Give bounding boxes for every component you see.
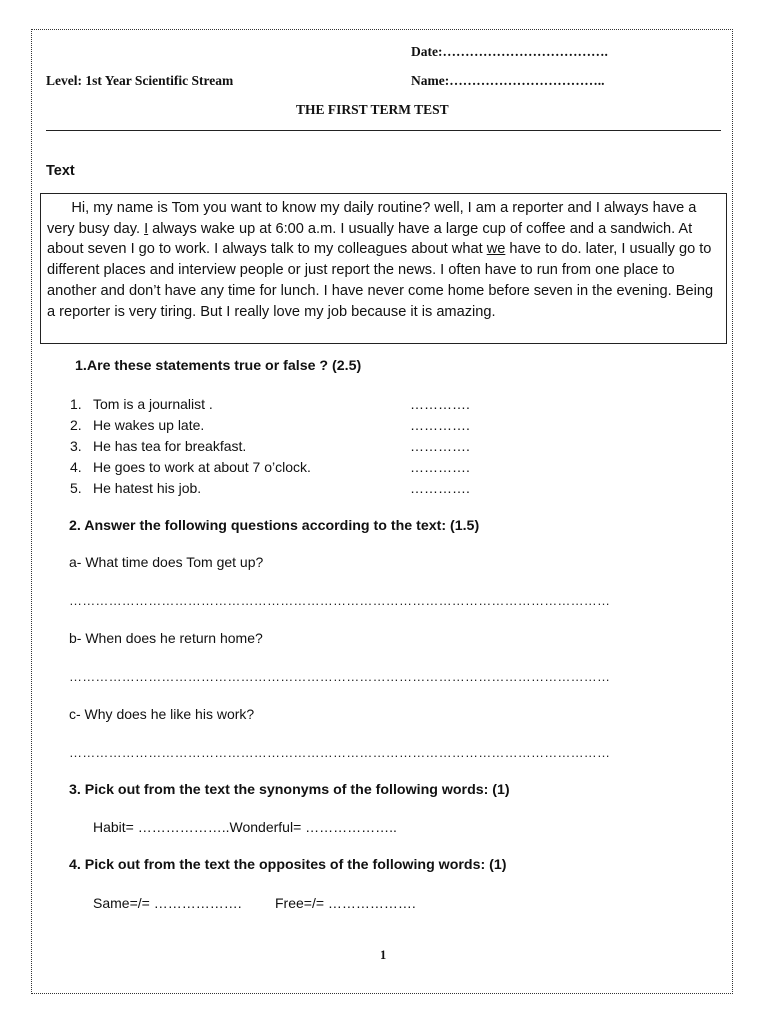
statement-answer-blank[interactable]: ………….: [410, 459, 470, 475]
question-2c: c- Why does he like his work?: [69, 706, 255, 722]
answer-line-a[interactable]: ……………………………………………………………………………………………………………: [69, 593, 611, 608]
statement-number: 2.: [70, 417, 82, 433]
statement-text: He goes to work at about 7 o’clock.: [93, 459, 311, 475]
statement-number: 4.: [70, 459, 82, 475]
statement-number: 1.: [70, 396, 82, 412]
passage-underlined-i: I: [144, 220, 149, 237]
level-label: Level: 1st Year Scientific Stream: [46, 73, 234, 88]
question-4-title: 4. Pick out from the text the opposites of the following words: (1): [69, 857, 507, 873]
statement-answer-blank[interactable]: ………….: [410, 396, 470, 412]
synonyms-answer[interactable]: Habit= ………………..Wonderful= ………………..: [93, 819, 397, 835]
statement-text: He has tea for breakfast.: [93, 438, 247, 454]
title-divider: [46, 130, 721, 131]
statement-text: Tom is a journalist .: [93, 396, 213, 412]
page-border: [31, 29, 733, 994]
statement-number: 5.: [70, 480, 82, 496]
passage-part-2: always wake up at 6:00 a.m. I usually have a large cup of coffee and a sandwich. At about seven I go to work. I always talk to my colleagues about what: [47, 220, 693, 258]
page-number: 1: [380, 948, 387, 962]
question-1-title: 1.Are these statements true or false ? (2.5): [75, 358, 362, 374]
passage-part-3: have to do. later, I usually go to different places and interview people or just report the news. I often have to run from one place to another and don’t have any time for lunch. I have never come home before seven in the evening. Being a reporter is very tiring. But I really love my job because it is amazing.: [47, 241, 714, 320]
statement-answer-blank[interactable]: ………….: [410, 438, 470, 454]
opposite-free-answer[interactable]: Free=/= ……………….: [275, 895, 416, 911]
date-field: Date:……………………………….: [411, 44, 608, 59]
statement-number: 3.: [70, 438, 82, 454]
text-heading: Text: [46, 163, 75, 179]
statement-text: He wakes up late.: [93, 417, 205, 433]
question-3-title: 3. Pick out from the text the synonyms of the following words: (1): [69, 782, 510, 798]
reading-passage: [40, 193, 727, 344]
opposite-same-answer[interactable]: Same=/= ……………….: [93, 895, 242, 911]
statement-text: He hatest his job.: [93, 480, 202, 496]
page-title: THE FIRST TERM TEST: [296, 102, 449, 117]
question-2-title: 2. Answer the following questions according to the text: (1.5): [69, 518, 480, 534]
question-2b: b- When does he return home?: [69, 630, 263, 646]
statement-answer-blank[interactable]: ………….: [410, 417, 470, 433]
answer-line-b[interactable]: ……………………………………………………………………………………………………………: [69, 669, 611, 684]
passage-part-1: Hi, my name is Tom you want to know my daily routine? well, I am a reporter and I always have a very busy day.: [47, 200, 697, 237]
name-field: Name:……………………………..: [411, 73, 605, 88]
statement-answer-blank[interactable]: ………….: [410, 480, 470, 496]
passage-underlined-we: we: [486, 241, 506, 258]
question-2a: a- What time does Tom get up?: [69, 554, 264, 570]
answer-line-c[interactable]: ……………………………………………………………………………………………………………: [69, 745, 611, 760]
